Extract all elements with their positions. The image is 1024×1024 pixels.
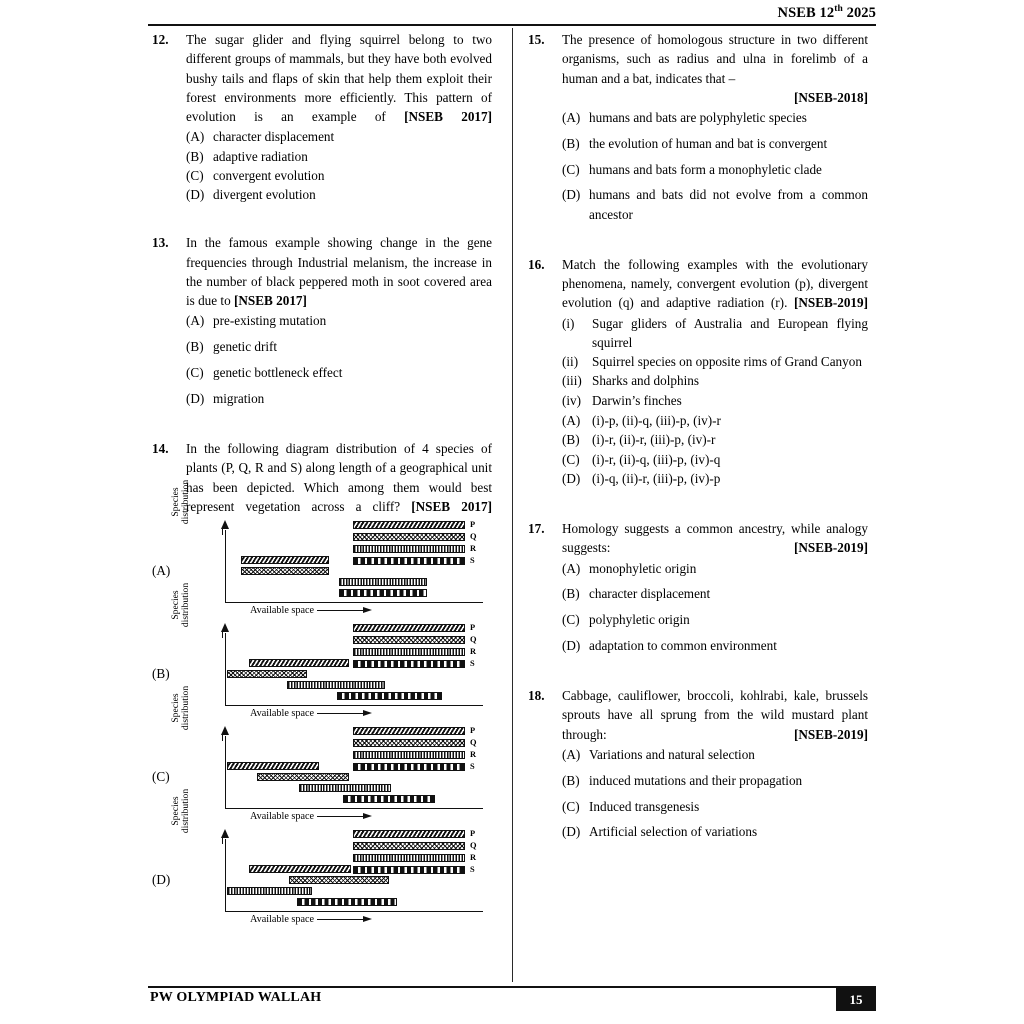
distribution-bar-r	[299, 784, 391, 792]
option-d[interactable]	[186, 389, 492, 408]
option-a-text: (i)-p, (ii)-q, (iii)-p, (iv)-r	[592, 413, 721, 429]
y-axis-label	[171, 776, 189, 846]
legend-swatch-p	[353, 830, 465, 838]
question-12-source-tag: [NSEB 2017]	[404, 109, 492, 125]
option-a-text: humans and bats are polyphyletic species	[589, 110, 807, 126]
y-axis-line	[225, 839, 226, 912]
x-axis-label-text: Available space	[250, 914, 315, 926]
question-17-number: 17.	[528, 521, 545, 537]
match-item-ii	[562, 352, 868, 371]
question-18	[528, 686, 868, 841]
question-16-text: Match the following examples with the evolutionary phenomena, namely, convergent evolution (p), divergent evolution (q) and adaptive radiation (r). [NSEB-2019]	[562, 256, 868, 311]
legend-swatch-r	[353, 751, 465, 759]
legend-key-q: Q	[470, 531, 477, 541]
question-12-options	[186, 127, 492, 204]
legend-row-r	[353, 545, 483, 555]
legend-swatch-p	[353, 521, 465, 529]
question-13-text: In the famous example showing change in the gene frequencies through Industrial melanism, the increase in the number of black peppered moth in soot covered area is due to [NSEB 2017]	[186, 235, 492, 309]
question-15-source-tag: [NSEB-2018]	[794, 89, 868, 105]
legend-key-q: Q	[470, 840, 477, 850]
option-b[interactable]	[562, 430, 868, 449]
header-title: NSEB 12th 2025	[777, 4, 876, 21]
legend-row-r	[353, 648, 483, 658]
option-a-key: (A)	[562, 413, 581, 429]
question-15	[528, 30, 868, 224]
legend-row-q	[353, 842, 483, 852]
question-15-number: 15.	[528, 32, 545, 47]
option-a[interactable]	[186, 127, 492, 146]
question-15-options	[562, 108, 868, 224]
match-item-ii-text: Squirrel species on opposite rims of Grand Canyon	[592, 354, 862, 370]
distribution-bar-r	[227, 887, 312, 895]
question-17-source-tag: [NSEB-2019]	[794, 540, 868, 556]
option-a-key: (A)	[562, 560, 581, 576]
option-c-key: (C)	[562, 451, 580, 467]
y-axis-line	[225, 530, 226, 603]
question-12-text: The sugar glider and flying squirrel belong to two different groups of mammals, but they have both evolved bushy tails and flaps of skin that help them exploit their forest environments more efficiently. This pattern of evolution is an example of [NSEB 2017]	[186, 32, 492, 125]
option-c[interactable]	[562, 610, 868, 629]
figure-d-legend	[353, 830, 483, 878]
option-d-key: (D)	[186, 390, 205, 406]
legend-key-q: Q	[470, 634, 477, 644]
option-d-text: migration	[213, 390, 265, 406]
x-axis-label-text: Available space	[250, 811, 315, 823]
y-axis-label-line1: Species	[170, 590, 181, 620]
legend-key-p: P	[470, 828, 476, 838]
legend-key-r: R	[470, 646, 477, 656]
question-14-source-tag: [NSEB 2017]	[411, 498, 492, 514]
legend-key-p: P	[470, 519, 476, 529]
question-13-options	[186, 311, 492, 408]
header-rule	[148, 24, 876, 26]
legend-row-r	[353, 854, 483, 864]
legend-swatch-p	[353, 727, 465, 735]
y-axis-label	[171, 673, 189, 743]
option-c[interactable]	[562, 797, 868, 816]
legend-key-r: R	[470, 852, 477, 862]
match-item-iv-key: (iv)	[562, 392, 582, 408]
option-b-key: (B)	[562, 135, 580, 151]
match-item-i-key: (i)	[562, 315, 575, 331]
legend-key-s: S	[470, 555, 475, 565]
option-b-key: (B)	[186, 339, 204, 355]
distribution-bar-q	[257, 773, 349, 781]
x-axis-label-text: Available space	[250, 708, 315, 720]
distribution-bar-p	[241, 556, 329, 564]
legend-row-q	[353, 739, 483, 749]
legend-swatch-s	[353, 763, 465, 771]
option-b[interactable]	[562, 134, 868, 153]
option-c-text: genetic bottleneck effect	[213, 364, 343, 380]
option-b-text: character displacement	[589, 586, 711, 602]
x-axis-arrow-icon	[317, 813, 375, 820]
distribution-bar-p	[227, 762, 319, 770]
option-d-text: Artificial selection of variations	[589, 824, 758, 840]
option-b-text: (i)-r, (ii)-r, (iii)-p, (iv)-r	[592, 432, 716, 448]
legend-key-p: P	[470, 725, 476, 735]
y-axis-label-line2: distribution	[179, 479, 191, 525]
y-axis-line	[225, 736, 226, 809]
option-a[interactable]	[186, 311, 492, 330]
option-b[interactable]	[186, 147, 492, 166]
legend-row-p	[353, 624, 483, 634]
y-axis-arrow-icon	[221, 726, 229, 735]
x-axis-label	[250, 914, 375, 925]
legend-swatch-q	[353, 842, 465, 850]
option-a-key: (A)	[562, 746, 581, 762]
option-d-key: (D)	[186, 187, 205, 203]
legend-row-p	[353, 830, 483, 840]
figure-c-legend	[353, 727, 483, 775]
question-17-options	[562, 559, 868, 656]
y-axis-label	[171, 467, 189, 537]
legend-swatch-s	[353, 866, 465, 874]
option-b[interactable]	[186, 337, 492, 356]
legend-row-r	[353, 751, 483, 761]
option-a[interactable]	[562, 411, 868, 430]
x-axis-label-text: Available space	[250, 605, 315, 617]
legend-row-s	[353, 866, 483, 876]
y-axis-label	[171, 570, 189, 640]
match-item-iv	[562, 391, 868, 410]
figure-c-label: (C)	[152, 769, 170, 785]
question-13-source-tag: [NSEB 2017]	[234, 293, 307, 309]
distribution-bar-s	[337, 692, 442, 700]
option-c-key: (C)	[186, 167, 204, 183]
question-13	[152, 233, 492, 408]
x-axis-arrow-icon	[317, 710, 375, 717]
figure-option-c[interactable]	[152, 685, 492, 829]
page-number-badge: 15	[836, 988, 876, 1011]
x-axis-arrow-icon	[317, 916, 375, 923]
distribution-bar-q	[241, 567, 329, 575]
distribution-bar-q	[227, 670, 307, 678]
legend-swatch-q	[353, 533, 465, 541]
y-axis-arrow-icon	[221, 623, 229, 632]
option-d-text: divergent evolution	[213, 187, 316, 203]
legend-key-p: P	[470, 622, 476, 632]
legend-row-p	[353, 727, 483, 737]
x-axis-line	[225, 705, 483, 706]
option-c-key: (C)	[562, 161, 580, 177]
option-a[interactable]	[562, 745, 868, 764]
option-c-key: (C)	[186, 364, 204, 380]
option-b-key: (B)	[562, 432, 580, 448]
distribution-bar-p	[249, 659, 349, 667]
x-axis-line	[225, 808, 483, 809]
figure-a-legend	[353, 521, 483, 569]
y-axis-label-line2: distribution	[179, 685, 191, 731]
option-d-text: (i)-q, (ii)-r, (iii)-p, (iv)-p	[592, 470, 721, 486]
match-item-iv-text: Darwin’s finches	[592, 392, 682, 408]
question-18-text: Cabbage, cauliflower, broccoli, kohlrabi, kale, brussels sprouts have all sprung from the wild mustard plant through: [NSEB-2019]	[562, 688, 868, 742]
option-a[interactable]	[562, 559, 868, 578]
x-axis-line	[225, 911, 483, 912]
legend-swatch-q	[353, 739, 465, 747]
option-c[interactable]	[562, 160, 868, 179]
distribution-bar-r	[287, 681, 385, 689]
question-16-items	[562, 314, 868, 410]
match-item-i	[562, 314, 868, 353]
figure-a-label: (A)	[152, 563, 171, 579]
x-axis-label	[250, 708, 375, 719]
legend-key-r: R	[470, 543, 477, 553]
legend-row-s	[353, 660, 483, 670]
question-16	[528, 255, 868, 488]
option-b[interactable]	[562, 584, 868, 603]
legend-swatch-s	[353, 557, 465, 565]
distribution-bar-p	[249, 865, 351, 873]
option-c[interactable]	[186, 363, 492, 382]
match-item-ii-key: (ii)	[562, 354, 579, 370]
match-item-iii	[562, 371, 868, 390]
question-14	[152, 439, 492, 932]
option-b-text: induced mutations and their propagation	[589, 772, 803, 788]
option-d-text: humans and bats did not evolve from a common ancestor	[589, 187, 868, 222]
legend-swatch-r	[353, 545, 465, 553]
question-16-options	[562, 411, 868, 488]
x-axis-line	[225, 602, 483, 603]
legend-swatch-q	[353, 636, 465, 644]
question-18-options	[562, 745, 868, 842]
question-14-text: In the following diagram distribution of 4 species of plants (P, Q, R and S) along length of a geographical unit has been depicted. Which among them would best represent vegetation across a cliff? [NSEB 2017]	[186, 441, 492, 514]
option-d-key: (D)	[562, 187, 581, 203]
legend-swatch-s	[353, 660, 465, 668]
figure-option-d[interactable]	[152, 788, 492, 932]
y-axis-arrow-icon	[221, 829, 229, 838]
question-17-text: Homology suggests a common ancestry, while analogy suggests: [NSEB-2019]	[562, 521, 868, 556]
option-b-text: the evolution of human and bat is convergent	[589, 135, 828, 151]
x-axis-label	[250, 811, 375, 822]
page-header	[148, 4, 876, 22]
footer-rule	[148, 986, 876, 988]
option-a-text: monophyletic origin	[589, 560, 697, 576]
option-a-text: Variations and natural selection	[589, 746, 755, 762]
question-13-number: 13.	[152, 235, 169, 251]
option-d-key: (D)	[562, 637, 581, 653]
right-column	[528, 30, 868, 857]
question-18-number: 18.	[528, 688, 545, 704]
legend-key-q: Q	[470, 737, 477, 747]
question-14-number: 14.	[152, 441, 169, 457]
legend-row-s	[353, 763, 483, 773]
y-axis-tick	[222, 838, 223, 844]
option-b-key: (B)	[186, 148, 204, 164]
option-b-text: adaptive radiation	[213, 148, 308, 164]
question-16-number: 16.	[528, 256, 545, 272]
question-17	[528, 519, 868, 655]
question-12-number: 12.	[152, 32, 169, 47]
y-axis-label-line1: Species	[170, 796, 181, 826]
legend-swatch-r	[353, 648, 465, 656]
question-15-text: The presence of homologous structure in two different organisms, such as radius and ulna in forelimb of a human and a bat, indicates that –	[562, 32, 868, 86]
match-item-iii-text: Sharks and dolphins	[592, 373, 699, 389]
figure-d-label: (D)	[152, 872, 171, 888]
option-b-text: genetic drift	[213, 339, 278, 355]
x-axis-arrow-icon	[317, 607, 375, 614]
legend-key-s: S	[470, 761, 475, 771]
column-divider	[512, 28, 513, 982]
legend-swatch-r	[353, 854, 465, 862]
distribution-bar-s	[297, 898, 397, 906]
x-axis-label	[250, 605, 375, 616]
y-axis-label-line2: distribution	[179, 788, 191, 834]
option-c-text: Induced transgenesis	[589, 798, 700, 814]
y-axis-tick	[222, 529, 223, 535]
option-b[interactable]	[562, 771, 868, 790]
y-axis-label-line1: Species	[170, 693, 181, 723]
option-c-text: humans and bats form a monophyletic clade	[589, 161, 822, 177]
y-axis-label-line1: Species	[170, 487, 181, 517]
option-c-text: convergent evolution	[213, 167, 325, 183]
option-d[interactable]	[562, 636, 868, 655]
question-16-source-tag: [NSEB-2019]	[794, 295, 868, 311]
distribution-bar-s	[343, 795, 435, 803]
option-d[interactable]	[562, 185, 868, 224]
option-c-text: polyphyletic origin	[589, 612, 690, 628]
option-c-key: (C)	[562, 612, 580, 628]
legend-row-q	[353, 636, 483, 646]
legend-key-s: S	[470, 658, 475, 668]
option-d-key: (D)	[562, 470, 581, 486]
option-b-key: (B)	[562, 586, 580, 602]
left-column	[152, 30, 492, 947]
option-c[interactable]	[186, 166, 492, 185]
option-d-text: adaptation to common environment	[589, 637, 777, 653]
legend-row-s	[353, 557, 483, 567]
option-d[interactable]	[186, 185, 492, 204]
figure-option-b[interactable]	[152, 582, 492, 726]
legend-row-q	[353, 533, 483, 543]
option-c[interactable]	[562, 450, 868, 469]
match-item-i-text: Sugar gliders of Australia and European flying squirrel	[592, 315, 868, 350]
option-a-text: character displacement	[213, 129, 335, 145]
option-a-key: (A)	[186, 313, 205, 329]
y-axis-tick	[222, 735, 223, 741]
legend-key-s: S	[470, 864, 475, 874]
option-d[interactable]	[562, 822, 868, 841]
figure-b-label: (B)	[152, 666, 170, 682]
option-b-key: (B)	[562, 772, 580, 788]
question-18-source-tag: [NSEB-2019]	[794, 726, 868, 742]
option-c-key: (C)	[562, 798, 580, 814]
option-a-key: (A)	[186, 129, 205, 145]
y-axis-arrow-icon	[221, 520, 229, 529]
match-item-iii-key: (iii)	[562, 373, 582, 389]
legend-row-p	[353, 521, 483, 531]
legend-key-r: R	[470, 749, 477, 759]
option-a-text: pre-existing mutation	[213, 313, 327, 329]
option-d[interactable]	[562, 469, 868, 488]
option-a-key: (A)	[562, 110, 581, 126]
legend-swatch-p	[353, 624, 465, 632]
question-12	[152, 30, 492, 204]
y-axis-label-line2: distribution	[179, 582, 191, 628]
option-c-text: (i)-r, (ii)-q, (iii)-p, (iv)-q	[592, 451, 721, 467]
y-axis-tick	[222, 632, 223, 638]
option-d-key: (D)	[562, 824, 581, 840]
distribution-bar-s	[339, 589, 427, 597]
distribution-bar-r	[339, 578, 427, 586]
y-axis-line	[225, 633, 226, 706]
distribution-bar-q	[289, 876, 389, 884]
option-a[interactable]	[562, 108, 868, 127]
footer-brand: PW OLYMPIAD WALLAH	[150, 990, 322, 1005]
figure-b-legend	[353, 624, 483, 672]
